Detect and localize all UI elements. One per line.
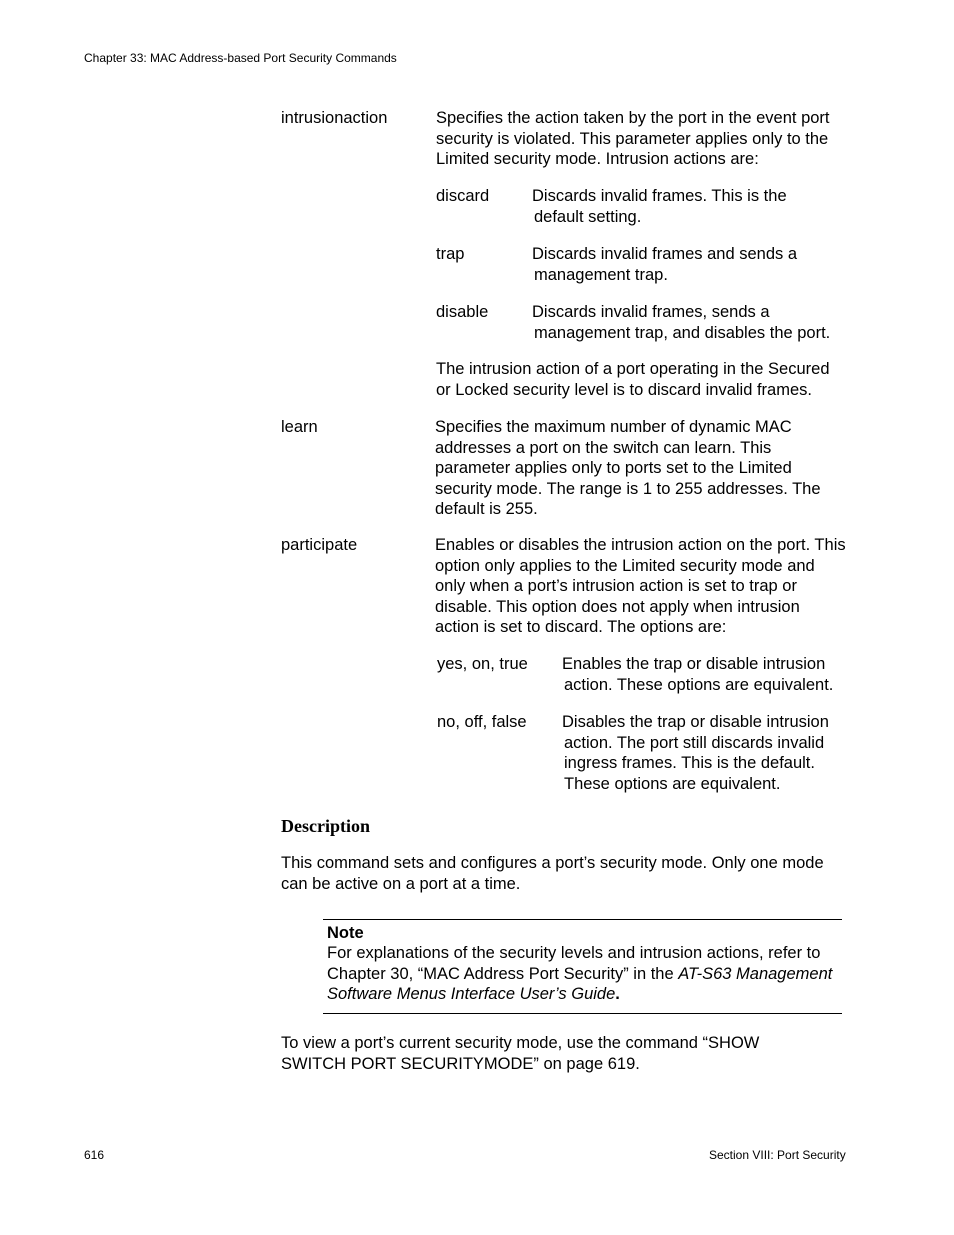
note-top-rule bbox=[323, 919, 842, 920]
param-definition-participate: Enables or disables the intrusion action on the port. This option only applies to the Limited security mode and only when a port’s intrusion action is set to trap or disable. This option does not apply when intrusion action is set to discard. The options are: bbox=[435, 536, 846, 636]
footer-section: Section VIII: Port Security bbox=[709, 1148, 846, 1162]
param-term-learn: learn bbox=[281, 418, 318, 436]
param-definition-learn: Specifies the maximum number of dynamic MAC addresses a port on the switch can learn. This parameter applies only to ports set to the Limited security mode. The range is 1 to 255 addresses. The default is 255. bbox=[435, 418, 821, 518]
note-period: . bbox=[615, 985, 620, 1003]
option-term-no: no, off, false bbox=[437, 713, 527, 731]
page-number: 616 bbox=[84, 1148, 105, 1162]
option-definition-discard: Discards invalid frames. This is the default setting. bbox=[532, 187, 787, 226]
note-guide-title: AT-S63 Management Software Menus Interface User’s Guide bbox=[327, 964, 833, 1003]
option-term-discard: discard bbox=[436, 187, 490, 205]
option-definition-no: Disables the trap or disable intrusion action. The port still discards invalid ingress frames. This is the default. These options are equivalent. bbox=[562, 713, 829, 793]
note-body bbox=[327, 943, 845, 1005]
closing-paragraph: To view a port’s current security mode, use the command “SHOW SWITCH PORT SECURITYMODE” on page 619. bbox=[281, 1034, 760, 1073]
option-term-yes: yes, on, true bbox=[437, 655, 528, 673]
option-term-disable: disable bbox=[436, 303, 489, 321]
param-term-intrusionaction: intrusionaction bbox=[281, 109, 388, 127]
option-term-trap: trap bbox=[436, 245, 465, 263]
note-text: For explanations of the security levels and intrusion actions, refer to Chapter 30, “MAC Address Port Security” in the bbox=[327, 944, 821, 983]
description-body: This command sets and configures a port’s security mode. Only one mode can be active on a port at a time. bbox=[281, 854, 824, 893]
section-heading-description: Description bbox=[281, 816, 370, 836]
note-title: Note bbox=[327, 924, 364, 942]
param-definition-intrusionaction: Specifies the action taken by the port in the event port security is violated. This parameter applies only to the Limited security mode. Intrusion actions are: bbox=[436, 109, 830, 168]
option-definition-yes: Enables the trap or disable intrusion action. These options are equivalent. bbox=[562, 655, 834, 694]
param-footnote-intrusionaction: The intrusion action of a port operating in the Secured or Locked security level is to discard invalid frames. bbox=[436, 360, 830, 399]
option-definition-disable: Discards invalid frames, sends a management trap, and disables the port. bbox=[532, 303, 831, 342]
note-bottom-rule bbox=[323, 1013, 842, 1014]
option-definition-trap: Discards invalid frames and sends a management trap. bbox=[532, 245, 798, 284]
param-term-participate: participate bbox=[281, 536, 358, 554]
running-header: Chapter 33: MAC Address-based Port Security Commands bbox=[84, 51, 397, 65]
